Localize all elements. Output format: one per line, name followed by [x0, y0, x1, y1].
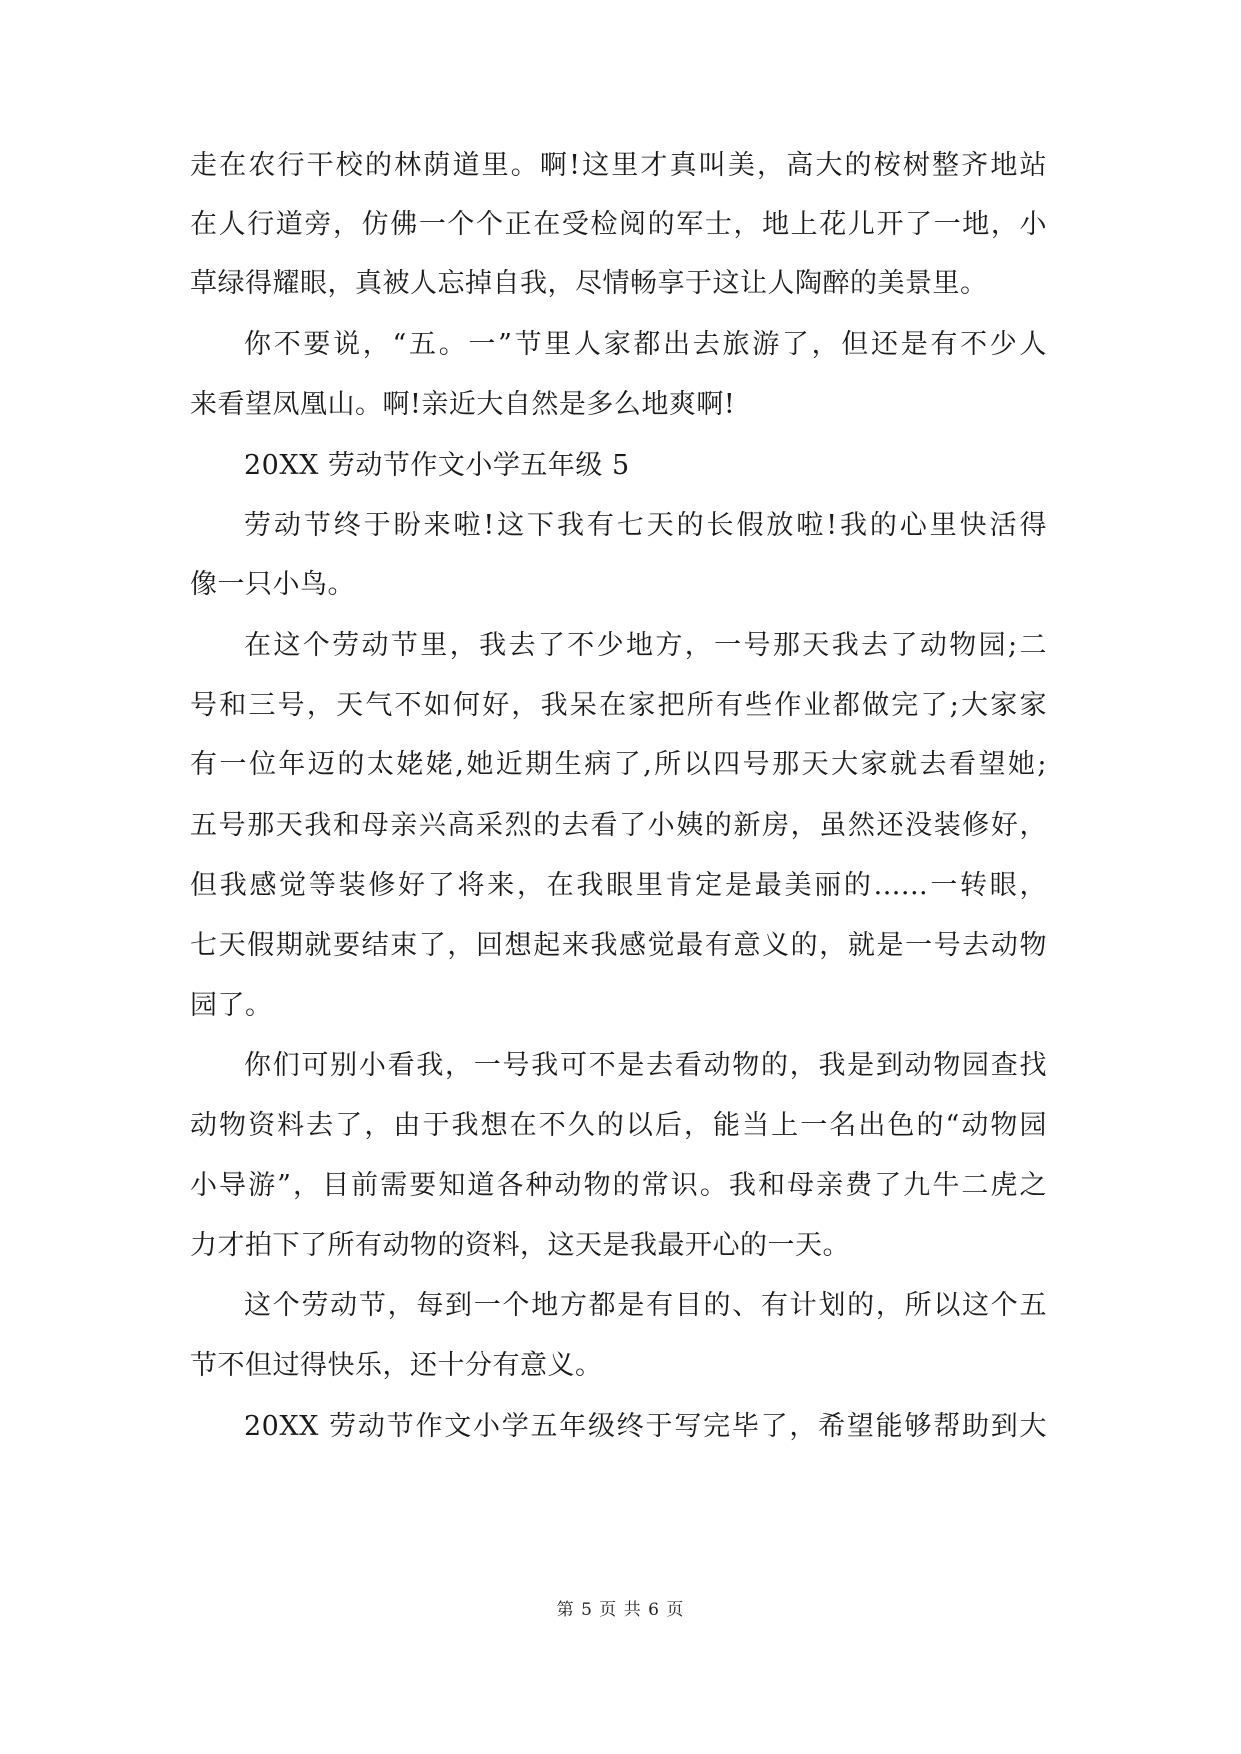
text-line: 像一只小鸟。 — [190, 569, 355, 600]
text-line: 走在农行干校的林荫道里。啊!这里才真叫美，高大的桉树整齐地站 — [190, 150, 1047, 181]
text-line: 七天假期就要结束了，回想起来我感觉最有意义的，就是一号去动物 — [190, 930, 1047, 961]
text-line: 劳动节终于盼来啦!这下我有七天的长假放啦!我的心里快活得 — [244, 510, 1047, 541]
text-line: 在人行道旁，仿佛一个个正在受检阅的军士，地上花儿开了一地，小 — [190, 209, 1047, 240]
text-line: 但我感觉等装修好了将来，在我眼里肯定是最美丽的......一转眼， — [190, 870, 1047, 901]
text-line: 20XX 劳动节作文小学五年级终于写完毕了，希望能够帮助到大 — [244, 1411, 1047, 1442]
text-line: 你们可别小看我，一号我可不是去看动物的，我是到动物园查找 — [244, 1050, 1047, 1081]
text-line: 节不但过得快乐，还十分有意义。 — [190, 1350, 603, 1381]
text-line: 号和三号，天气不如何好，我呆在家把所有些作业都做完了;大家家 — [190, 690, 1047, 721]
text-line: 草绿得耀眼，真被人忘掉自我，尽情畅享于这让人陶醉的美景里。 — [190, 268, 988, 299]
text-line: 动物资料去了，由于我想在不久的以后，能当上一名出色的“动物园 — [190, 1110, 1047, 1141]
text-line: 在这个劳动节里，我去了不少地方，一号那天我去了动物园;二 — [244, 630, 1047, 661]
text-line: 园了。 — [190, 990, 273, 1021]
section-heading: 20XX 劳动节作文小学五年级 5 — [244, 450, 630, 481]
text-line: 来看望凤凰山。啊!亲近大自然是多么地爽啊! — [190, 389, 736, 420]
text-line: 力才拍下了所有动物的资料，这天是我最开心的一天。 — [190, 1230, 850, 1261]
text-line: 这个劳动节，每到一个地方都是有目的、有计划的，所以这个五 — [244, 1290, 1047, 1321]
text-line: 五号那天我和母亲兴高采烈的去看了小姨的新房，虽然还没装修好， — [190, 810, 1047, 841]
text-line: 小导游”，目前需要知道各种动物的常识。我和母亲费了九牛二虎之 — [190, 1170, 1047, 1201]
page-number-footer: 第 5 页 共 6 页 — [556, 1600, 685, 1620]
text-line: 你不要说，“五。一”节里人家都出去旅游了，但还是有不少人 — [244, 329, 1047, 360]
text-line: 有一位年迈的太姥姥,她近期生病了,所以四号那天大家就去看望她; — [190, 749, 1047, 780]
